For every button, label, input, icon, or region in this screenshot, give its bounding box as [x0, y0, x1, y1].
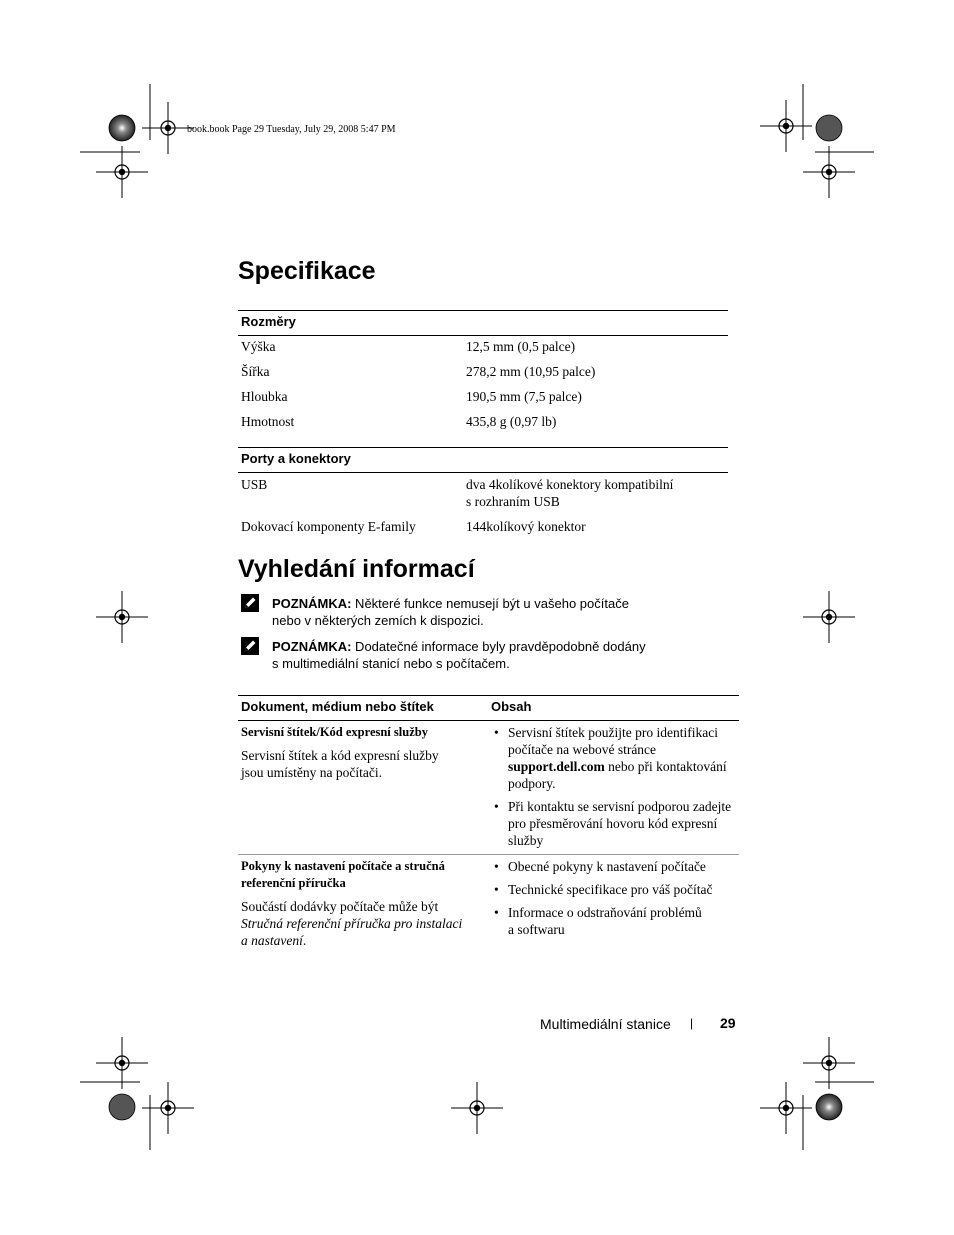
dimensions-header: Rozměry — [241, 314, 296, 329]
note-label: POZNÁMKA: — [272, 596, 352, 611]
print-slug: book.book Page 29 Tuesday, July 29, 2008 5:47 PM — [187, 124, 396, 135]
starburst-icon — [109, 115, 135, 141]
dimension-value-depth: 190,5 mm (7,5 palce) — [466, 389, 582, 404]
list-item-line: pro přesměrování hovoru kód expresní — [508, 816, 718, 831]
starburst-icon — [109, 1094, 135, 1120]
note-pencil-icon — [241, 594, 259, 612]
dimension-label-depth: Hloubka — [241, 389, 288, 404]
info-row-desc: jsou umístěny na počítači. — [241, 765, 382, 780]
dimension-value-width: 278,2 mm (10,95 palce) — [466, 364, 596, 379]
list-item-line: služby — [508, 833, 544, 848]
registration-mark-icon — [803, 146, 855, 198]
registration-mark-icon — [96, 146, 148, 198]
ports-label-dock: Dokovací komponenty E-family — [241, 519, 416, 534]
starburst-icon — [816, 1094, 842, 1120]
list-item-line: • Při kontaktu se servisní podporou zadejte — [508, 799, 732, 814]
list-item-line: • Servisní štítek použijte pro identifikaci — [508, 725, 718, 740]
note-text: nebo v některých zemích k dispozici. — [272, 613, 484, 628]
info-row-setup-guide-left — [241, 858, 476, 949]
info-row-title: Pokyny k nastavení počítače a stručná — [241, 859, 445, 873]
list-item-line: podpory. — [508, 776, 556, 791]
info-row-setup-guide-right — [491, 858, 739, 944]
info-col-header-document: Dokument, médium nebo štítek — [241, 699, 434, 714]
registration-mark-icon — [96, 1037, 148, 1089]
note-label: POZNÁMKA: — [272, 639, 352, 654]
ports-value-usb-line: dva 4kolíkové konektory kompatibilní — [466, 477, 674, 492]
ports-value-usb-line: s rozhraním USB — [466, 494, 560, 509]
dimension-label-width: Šířka — [241, 364, 270, 379]
info-row-desc: Součástí dodávky počítače může být — [241, 899, 439, 914]
note-text: Některé funkce nemusejí být u vašeho počítače — [351, 596, 629, 611]
list-item: • Technické specifikace pro váš počítač — [491, 881, 739, 898]
info-row-title: Servisní štítek/Kód expresní služby — [241, 725, 428, 739]
footer-separator: | — [690, 1016, 694, 1030]
dimension-label-weight: Hmotnost — [241, 414, 295, 429]
list-item: • Obecné pokyny k nastavení počítače — [491, 858, 739, 875]
info-row-service-tag-right — [491, 724, 739, 855]
table-rule — [238, 720, 739, 721]
registration-mark-icon — [760, 100, 812, 152]
ports-label-usb: USB — [241, 477, 268, 492]
list-item-text: nebo při kontaktování — [604, 759, 727, 774]
table-rule — [238, 695, 739, 696]
dimension-value-height: 12,5 mm (0,5 palce) — [466, 339, 576, 354]
list-item — [491, 798, 739, 849]
table-rule — [238, 310, 728, 311]
note-1 — [272, 595, 629, 629]
info-row-desc: Servisní štítek a kód expresní služby — [241, 748, 439, 763]
list-item — [491, 724, 739, 792]
note-2 — [272, 638, 646, 672]
dell-support-url: support.dell.com — [508, 759, 605, 774]
starburst-icon — [816, 115, 842, 141]
table-rule — [238, 447, 728, 448]
registration-mark-icon — [803, 1037, 855, 1089]
table-rule — [238, 335, 728, 336]
registration-mark-icon — [760, 1082, 812, 1134]
list-item-line — [508, 758, 739, 775]
info-row-desc — [241, 932, 476, 949]
table-row-divider — [238, 854, 739, 855]
info-row-desc-italic: a nastavení — [241, 933, 303, 948]
info-row-desc: Stručná referenční příručka pro instalaci — [241, 916, 463, 931]
info-row-service-tag-left — [241, 724, 471, 781]
footer-section-title: Multimediální stanice — [540, 1016, 671, 1032]
ports-value-dock: 144kolíkový konektor — [466, 519, 586, 534]
registration-mark-icon — [451, 1082, 503, 1134]
info-row-title: referenční příručka — [241, 876, 346, 890]
note-pencil-icon — [241, 637, 259, 655]
note-text: s multimediální stanicí nebo s počítačem. — [272, 656, 510, 671]
note-text: Dodatečné informace byly pravděpodobně dodány — [351, 639, 646, 654]
registration-mark-icon — [803, 591, 855, 643]
ports-value-usb — [466, 476, 673, 510]
list-item-line: • Informace o odstraňování problémů — [508, 905, 702, 920]
dimension-value-weight: 435,8 g (0,97 lb) — [466, 414, 557, 429]
list-item-line: počítače na webové stránce — [508, 742, 657, 757]
page-number: 29 — [720, 1015, 736, 1031]
info-col-header-content: Obsah — [491, 699, 532, 714]
list-item — [491, 904, 739, 938]
table-rule — [238, 472, 728, 473]
info-title: Vyhledání informací — [238, 555, 475, 583]
ports-header: Porty a konektory — [241, 451, 351, 466]
list-item-line: a softwaru — [508, 922, 565, 937]
dimension-label-height: Výška — [241, 339, 276, 354]
info-row-desc-end: . — [302, 933, 307, 948]
registration-mark-icon — [96, 591, 148, 643]
spec-title: Specifikace — [238, 257, 376, 285]
